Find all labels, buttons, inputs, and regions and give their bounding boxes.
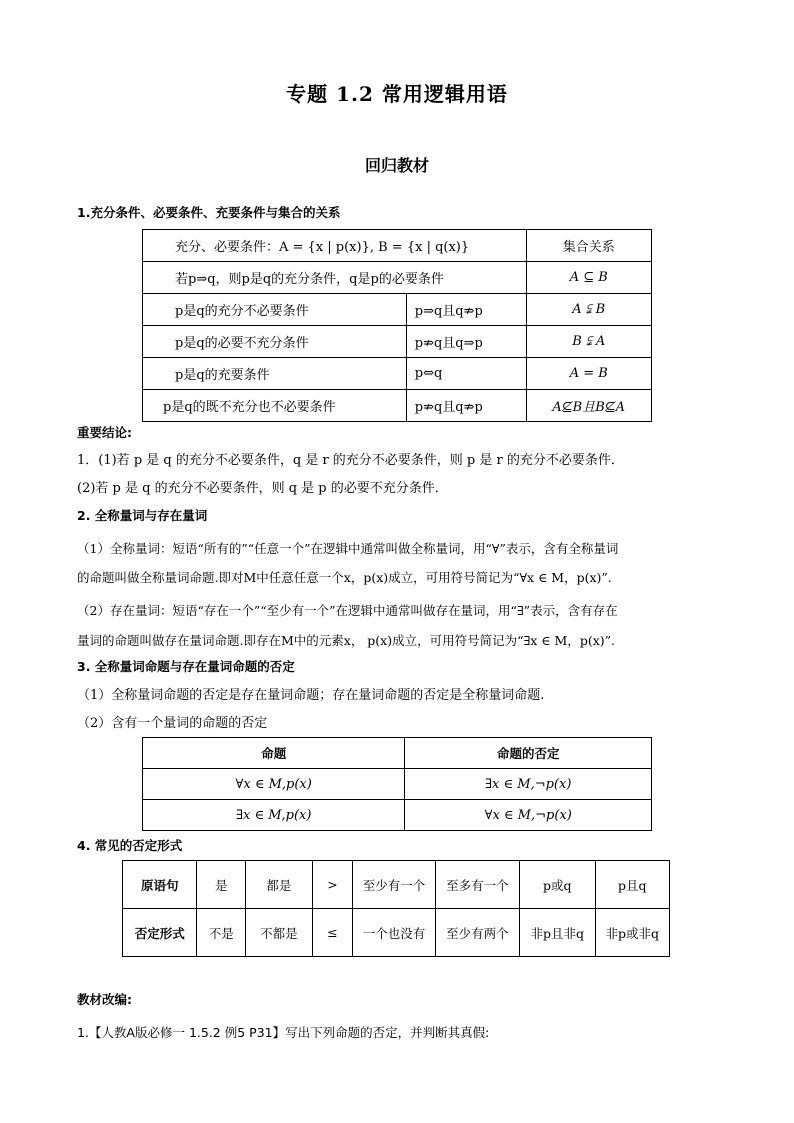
table-cell: 至少有两个 xyxy=(435,909,519,957)
table-row-cond: p⇏q且q⇏p xyxy=(406,390,526,422)
table-row-rel: A⊈B且B⊈A xyxy=(526,390,652,422)
sufficiency-table xyxy=(142,229,652,422)
table-cell: 不都是 xyxy=(246,909,313,957)
table-row-name: p是q的既不充分也不必要条件 xyxy=(143,390,407,422)
table-cell: 都是 xyxy=(246,861,313,909)
table-row-rel: A = B xyxy=(526,358,652,390)
sec3-line2: （2）含有一个量词的命题的否定 xyxy=(77,716,268,731)
table-row-name: p是q的充要条件 xyxy=(143,358,407,390)
table-cell: 至少有一个 xyxy=(353,861,435,909)
header-negation: 命题的否定 xyxy=(405,738,652,769)
table-row-rel: A ⫋ B xyxy=(526,294,652,326)
table-cell: 不是 xyxy=(197,909,246,957)
table-cell: 至多有一个 xyxy=(435,861,519,909)
table-row-negation: ∀x ∈ M,¬p(x) xyxy=(405,800,652,831)
table-row-proposition: ∀x ∈ M,p(x) xyxy=(143,769,405,800)
adapt-label: 教材改编: xyxy=(77,992,132,1007)
row1-left: 若p⇒q，则p是q的充分条件，q是p的必要条件 xyxy=(143,262,527,294)
sec2-heading: 2. 全称量词与存在量词 xyxy=(77,508,208,523)
neg-label: 否定形式 xyxy=(123,909,197,957)
adapt-question1: 1.【人教A版必修一 1.5.2 例5 P31】写出下列命题的否定，并判断其真假: xyxy=(77,1025,490,1040)
table-cell: 非p且非q xyxy=(520,909,595,957)
table-cell: > xyxy=(312,861,353,909)
table-cell: 非p或非q xyxy=(595,909,669,957)
negation-forms-table xyxy=(122,860,670,957)
table-cell: p且q xyxy=(595,861,669,909)
header-right: 集合关系 xyxy=(526,230,652,262)
table-cell: p或q xyxy=(520,861,595,909)
conclusion-line2: (2)若 p 是 q 的充分不必要条件，则 q 是 p 的必要不充分条件． xyxy=(77,481,448,496)
sec2-para2-line1: （2）存在量词：短语“存在一个”“至少有一个”在逻辑中通常叫做存在量词，用“∃”表示，含有存在 xyxy=(77,603,618,618)
table-row-cond: p⇔q xyxy=(406,358,526,390)
table-row-name: p是q的必要不充分条件 xyxy=(143,326,407,358)
conclusion-line1: 1．(1)若 p 是 q 的充分不必要条件，q 是 r 的充分不必要条件，则 p 是 r 的充分不必要条件． xyxy=(77,453,624,468)
sec3-line1: （1）全称量词命题的否定是存在量词命题；存在量词命题的否定是全称量词命题. xyxy=(77,688,545,703)
sec2-para2-line2: 量词的命题叫做存在量词命题.即存在M中的元素x， p(x)成立，可用符号简记为“∃x ∈ M，p(x)”. xyxy=(77,633,615,648)
sec4-heading: 4. 常见的否定形式 xyxy=(77,838,183,853)
sec3-heading: 3. 全称量词命题与存在量词命题的否定 xyxy=(77,659,295,674)
orig-label: 原语句 xyxy=(123,861,197,909)
sec2-para1-line2: 的命题叫做全称量词命题.即对M中任意任意一个x，p(x)成立，可用符号简记为“∀x ∈ M，p(x)”. xyxy=(77,570,612,585)
table-row-proposition: ∃x ∈ M,p(x) xyxy=(143,800,405,831)
table-row-name: p是q的充分不必要条件 xyxy=(143,294,407,326)
table-cell: 一个也没有 xyxy=(353,909,435,957)
header-left: 充分、必要条件：A = {x | p(x)}, B = {x | q(x)} xyxy=(143,230,527,262)
table-row-rel: B ⫋ A xyxy=(526,326,652,358)
header-proposition: 命题 xyxy=(143,738,405,769)
page-title: 专题 1.2 常用逻辑用语 xyxy=(286,82,508,106)
conclusion-label: 重要结论: xyxy=(77,425,132,440)
table-cell: 是 xyxy=(197,861,246,909)
section-subtitle: 回归教材 xyxy=(364,156,429,175)
table-row-cond: p⇏q且q⇒p xyxy=(406,326,526,358)
sec2-para1-line1: （1）全称量词：短语“所有的”“任意一个”在逻辑中通常叫做全称量词，用“∀”表示，含有全称量词 xyxy=(77,541,619,556)
table-row-negation: ∃x ∈ M,¬p(x) xyxy=(405,769,652,800)
sec1-heading: 1.充分条件、必要条件、充要条件与集合的关系 xyxy=(77,205,341,220)
negation-table xyxy=(142,737,652,831)
row1-right: A ⊆ B xyxy=(526,262,652,294)
table-cell: ≤ xyxy=(312,909,353,957)
table-row-cond: p⇒q且q⇏p xyxy=(406,294,526,326)
